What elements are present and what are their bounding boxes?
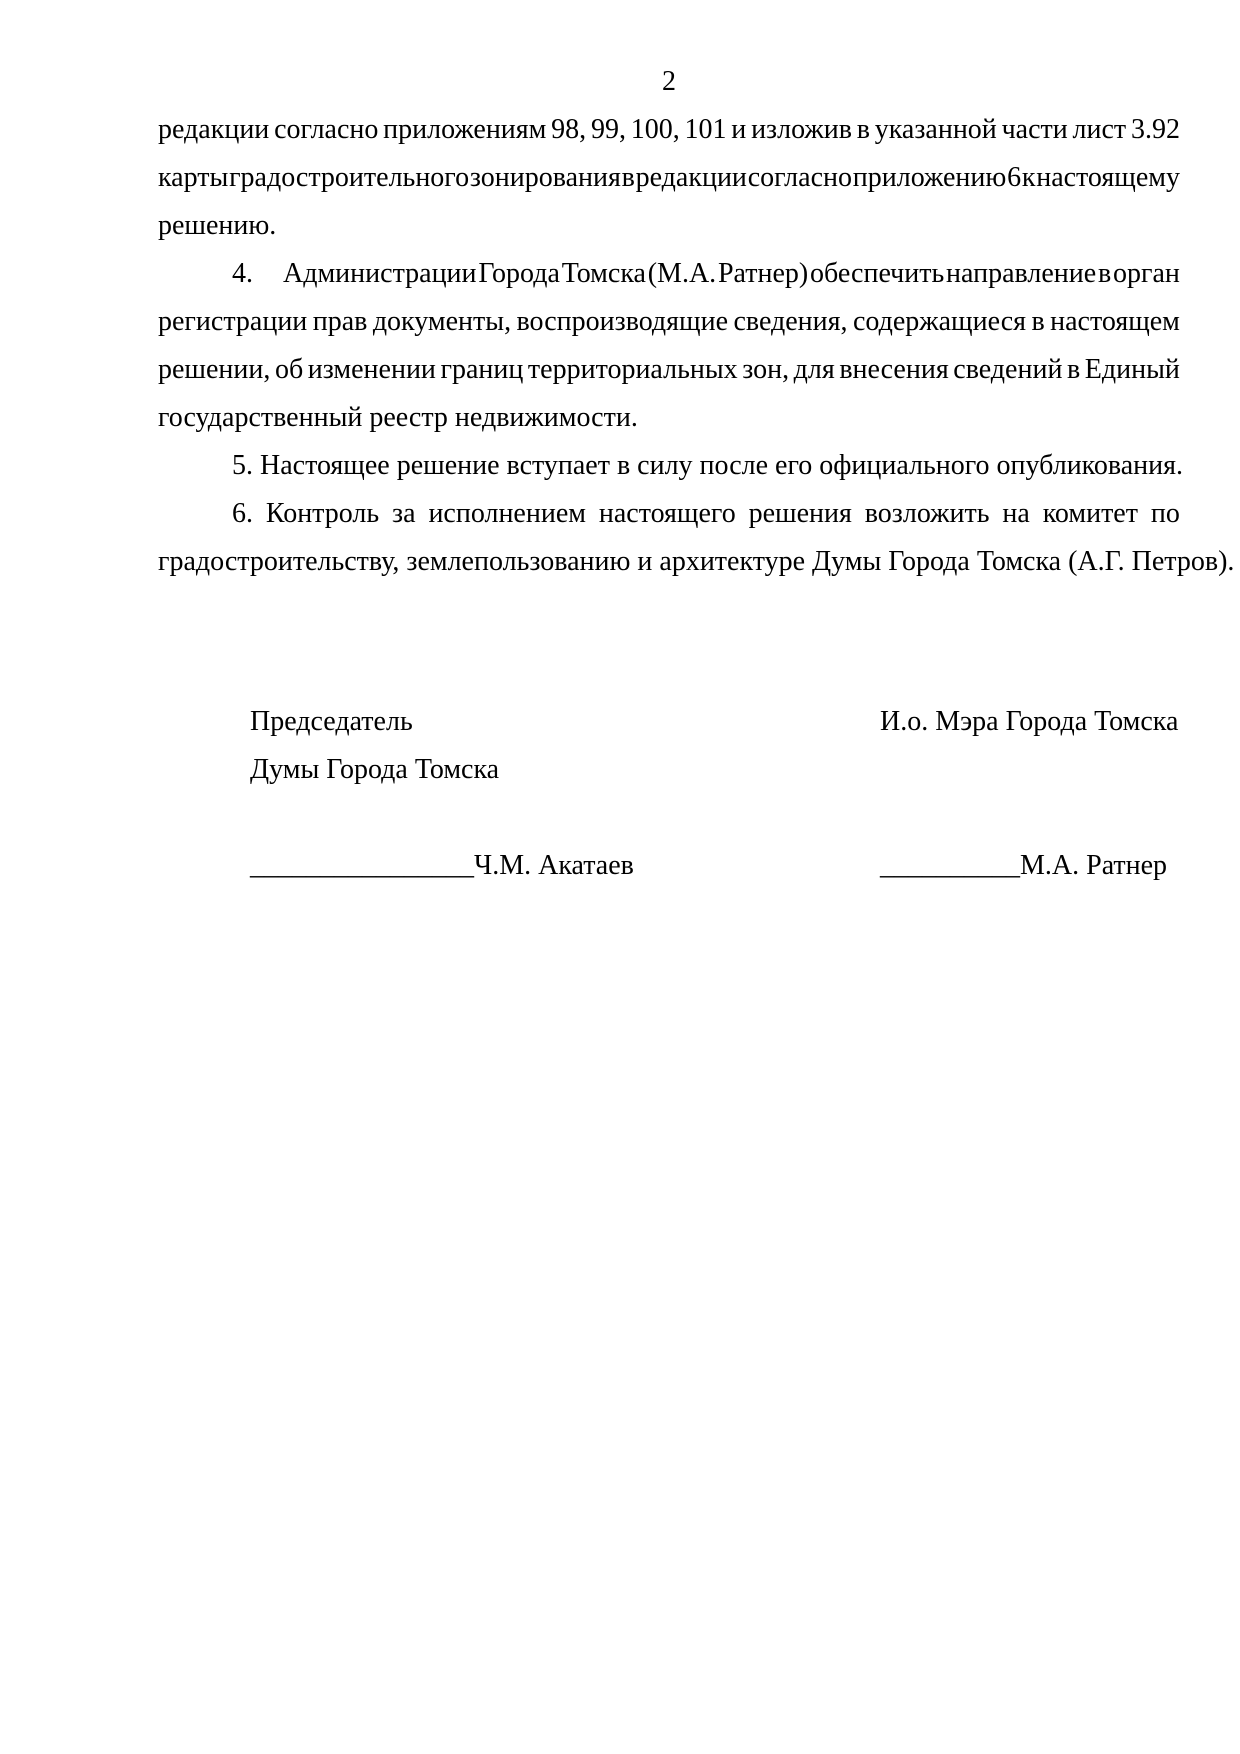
signature-spacer <box>250 794 880 842</box>
item-number: 4. <box>232 258 253 289</box>
text-line: 5. Настоящее решение вступает в силу после его официального опубликования. <box>232 450 1183 481</box>
paragraph-4 <box>158 490 1235 586</box>
signature-left-signline: ________________Ч.М. Акатаев <box>250 850 634 881</box>
text-block <box>158 58 1235 890</box>
text-line <box>158 250 1180 298</box>
text-line: решении, об изменении границ территориальных зон, для внесения сведений в Единый <box>158 354 1180 385</box>
text-line: регистрации прав документы, воспроизводящие сведения, содержащиеся в настоящем <box>158 306 1180 337</box>
text-line: карты градостроительного зонирования в редакции согласно приложению 6 к настоящему <box>158 162 1180 193</box>
text-line-rest: Администрации Города Томска (М.А. Ратнер) обеспечить направление в орган <box>283 258 1180 289</box>
signature-block <box>158 698 1180 890</box>
text-line: государственный реестр недвижимости. <box>158 402 638 433</box>
signature-spacer <box>880 794 1180 842</box>
page-number: 2 <box>662 66 676 97</box>
tab-spacer <box>253 250 283 298</box>
text-line: градостроительству, землепользованию и архитектуре Думы Города Томска (А.Г. Петров). <box>158 546 1235 577</box>
paragraph-2 <box>158 250 1180 442</box>
signature-right-title: И.о. Мэра Города Томска <box>880 706 1179 737</box>
text-line: редакции согласно приложениям 98, 99, 100, 101 и изложив в указанной части лист 3.92 <box>158 114 1180 145</box>
signature-right-empty <box>880 746 1180 794</box>
signature-right-signline: __________М.А. Ратнер <box>880 850 1168 881</box>
text-line: решению. <box>158 210 277 241</box>
paragraph-1 <box>158 106 1180 250</box>
text-line: 6. Контроль за исполнением настоящего решения возложить на комитет по <box>232 498 1180 529</box>
signature-left-org: Думы Города Томска <box>250 754 500 785</box>
signature-left-title: Председатель <box>250 706 413 737</box>
paragraph-3 <box>158 442 1183 490</box>
